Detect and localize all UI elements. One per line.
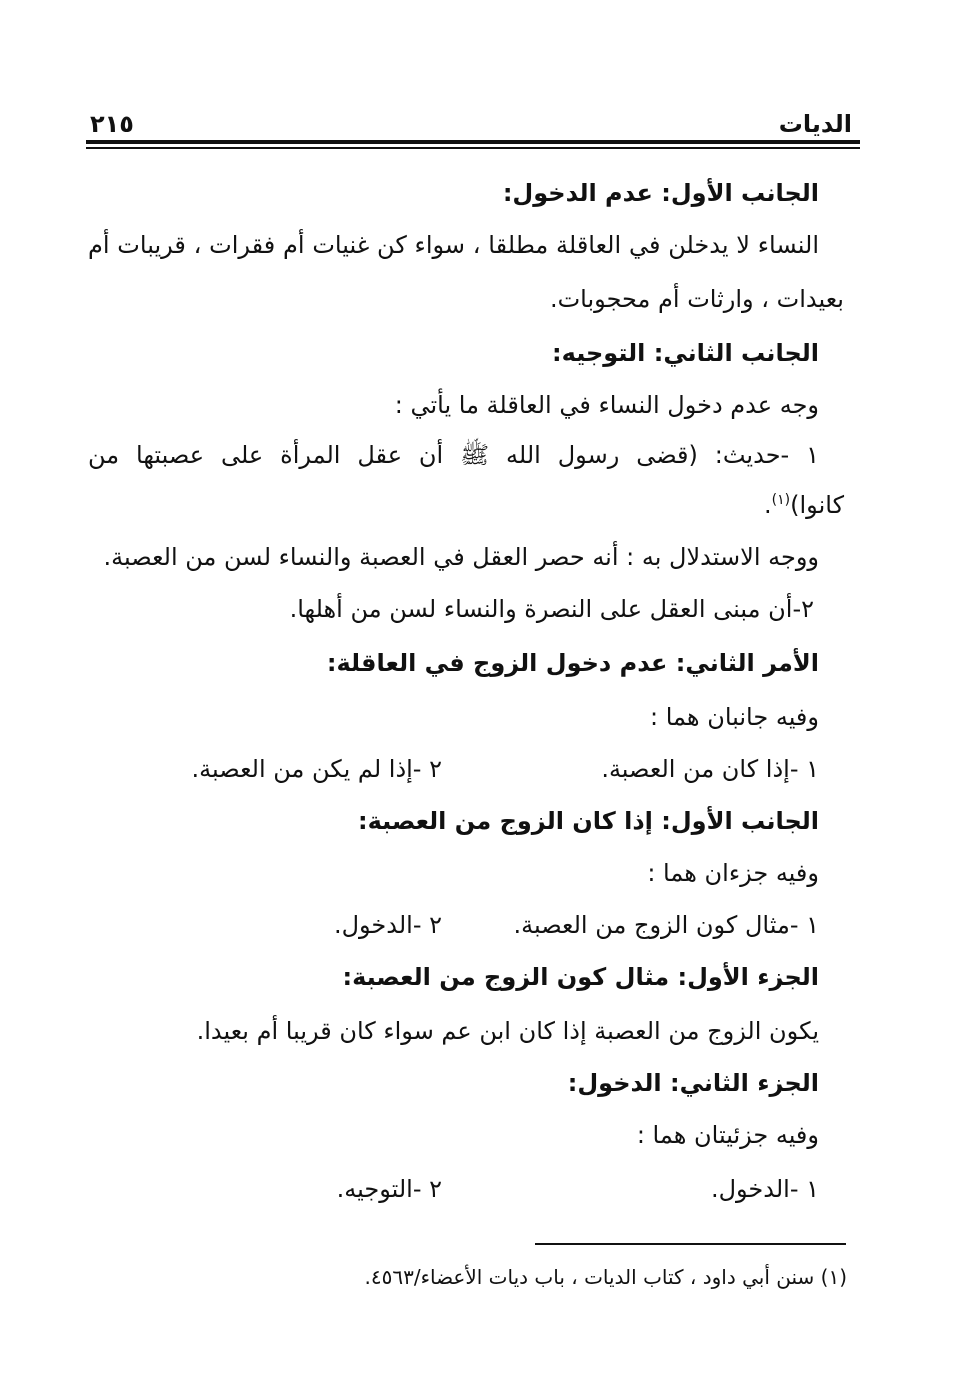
footnote-separator [535, 1243, 846, 1245]
list-item: ١ -مثال كون الزوج من العصبة. [513, 911, 819, 939]
paragraph-line: ٢-أن مبنى العقل على النصرة والنساء لسن من أهلها. [289, 595, 814, 623]
heading-first-aspect-husband: الجانب الأول: إذا كان الزوج من العصبة: [358, 807, 819, 835]
hadith-line: ١ -حديث: (قضى رسول الله ﷺ أن عقل المرأة على عصبتها من [88, 441, 819, 469]
footnote-reference[interactable]: (١) [771, 492, 791, 508]
paragraph-line: وفيه جزءان هما : [647, 859, 819, 887]
paragraph-line: وجه عدم دخول النساء في العاقلة ما يأتي : [394, 391, 819, 419]
header-rule-thin [86, 147, 860, 149]
list-item: ١ -الدخول. [710, 1175, 819, 1203]
page-number: ٢١٥ [90, 110, 134, 138]
paragraph-line: وفيه جزئيتان هما : [636, 1121, 819, 1149]
heading-second-part: الجزء الثاني: الدخول: [567, 1069, 819, 1097]
heading-second-matter: الأمر الثاني: عدم دخول الزوج في العاقلة: [326, 649, 819, 677]
running-title: الديات [778, 110, 852, 138]
heading-first-aspect: الجانب الأول: عدم الدخول: [502, 179, 819, 207]
hadith-line-end [764, 490, 844, 520]
header-rule-thick [86, 140, 860, 144]
paragraph-line: النساء لا يدخلن في العاقلة مطلقا ، سواء كن غنيات أم فقرات ، قريبات أم [88, 231, 819, 259]
paragraph-line: ووجه الاستدلال به : أنه حصر العقل في العصبة والنساء لسن من العصبة. [103, 543, 819, 571]
list-item: ٢ -الدخول. [333, 911, 442, 939]
heading-second-aspect: الجانب الثاني: التوجيه: [552, 339, 819, 367]
list-item: ٢ -إذا لم يكن من العصبة. [191, 755, 442, 783]
list-item: ٢ -التوجيه. [336, 1175, 442, 1203]
paragraph-line: وفيه جانبان هما : [650, 703, 819, 731]
hadith-period: . [764, 491, 772, 519]
list-item: ١ -إذا كان من العصبة. [601, 755, 819, 783]
heading-first-part: الجزء الأول: مثال كون الزوج من العصبة: [342, 963, 819, 991]
paragraph-line: بعيدات ، وارثات أم محجوبات. [549, 285, 844, 313]
paragraph-line: يكون الزوج من العصبة إذا كان ابن عم سواء كان قريبا أم بعيدا. [196, 1017, 819, 1045]
footnote: (١) سنن أبي داود ، كتاب الديات ، باب ديات الأعضاء/٤٥٦٣. [364, 1265, 847, 1289]
page-header [86, 104, 860, 150]
hadith-text-end: كانوا) [790, 491, 844, 519]
